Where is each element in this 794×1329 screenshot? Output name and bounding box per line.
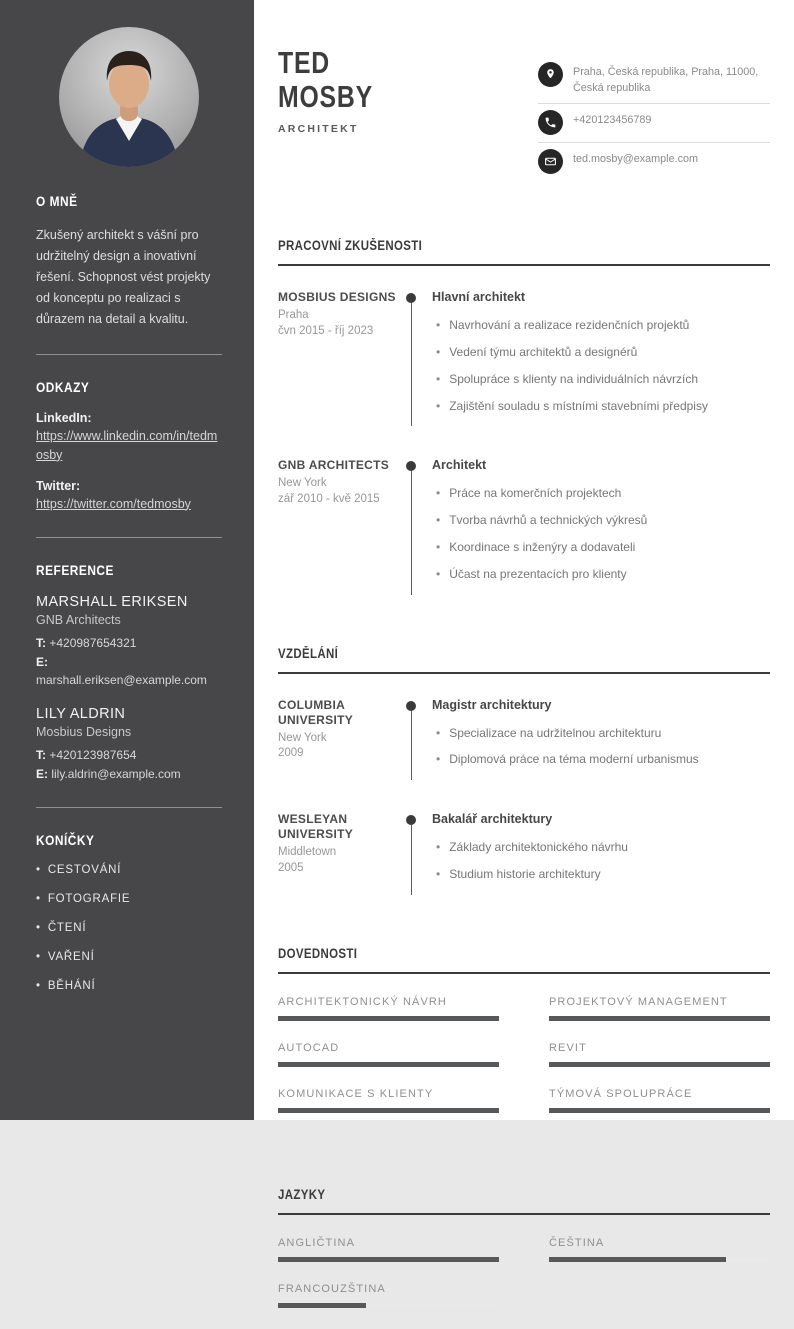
skill-item <box>549 996 770 1021</box>
language-item <box>278 1237 499 1262</box>
bullet-item: • Specializace na udržitelnou architekturu <box>432 725 770 742</box>
sidebar-about-section <box>36 193 222 330</box>
name-block <box>278 46 397 135</box>
bullet-item: • Navrhování a realizace rezidenčních projektů <box>432 317 770 334</box>
sidebar-divider <box>36 537 222 538</box>
language-label: FRANCOUZŠTINA <box>278 1282 386 1295</box>
skill-item <box>549 1088 770 1113</box>
timeline <box>406 458 432 592</box>
phone-icon <box>538 110 563 135</box>
skill-bar <box>549 1016 770 1021</box>
hobbies-title: KONÍČKY <box>36 832 95 849</box>
sidebar-divider <box>36 807 222 808</box>
experience-section <box>278 237 770 592</box>
bullet-item: • Koordinace s inženýry a dodavateli <box>432 539 770 556</box>
entry-dates: čvn 2015 - říj 2023 <box>278 324 374 337</box>
email-value: marshall.eriksen@example.com <box>36 673 207 688</box>
contact-block <box>538 56 770 181</box>
entry-meta <box>278 812 406 893</box>
entry-meta <box>278 698 406 779</box>
timeline-dot <box>406 293 416 303</box>
education-entry <box>278 698 770 813</box>
last-name: MOSBY <box>278 79 373 114</box>
degree-title: Bakalář architektury <box>432 812 553 827</box>
main-content <box>254 0 794 1295</box>
entry-meta <box>278 458 406 592</box>
bullet-item: • Spolupráce s klienty na individuálních návrzích <box>432 371 770 388</box>
timeline <box>406 812 432 893</box>
location-text: Praha, Česká republika, Praha, 11000, Česká republika <box>573 66 759 94</box>
timeline-dot <box>406 461 416 471</box>
language-item <box>278 1283 499 1308</box>
reference-phone <box>36 746 222 765</box>
skill-label: REVIT <box>549 1041 587 1054</box>
phone-value: +420987654321 <box>49 636 137 651</box>
timeline-dot <box>406 701 416 711</box>
entry-dates: zář 2010 - kvě 2015 <box>278 492 380 505</box>
bullet-item: • Účast na prezentacích pro klienty <box>432 566 770 583</box>
language-label: ANGLIČTINA <box>278 1236 356 1249</box>
school-location: New York <box>278 731 327 744</box>
profile-photo <box>59 27 199 167</box>
skill-bar <box>278 1062 499 1067</box>
sidebar-hobbies-section <box>36 832 222 992</box>
reference-email <box>36 765 222 784</box>
skill-item <box>278 1088 499 1113</box>
company-name: GNB ARCHITECTS <box>278 458 390 473</box>
link-item-linkedin <box>36 411 222 465</box>
skill-item <box>278 1042 499 1067</box>
language-bar <box>278 1257 499 1262</box>
experience-heading: PRACOVNÍ ZKUŠENOSTI <box>278 237 770 266</box>
degree-title: Magistr architektury <box>432 697 552 712</box>
bullet-item: • Základy architektonického návrhu <box>432 839 770 856</box>
linkedin-link[interactable]: https://www.linkedin.com/in/tedmosby <box>36 429 218 462</box>
email-text: ted.mosby@example.com <box>573 153 698 166</box>
sidebar <box>0 0 254 1120</box>
skill-label: AUTOCAD <box>278 1041 340 1054</box>
bullet-item: • Tvorba návrhů a technických výkresů <box>432 512 770 529</box>
language-bar <box>278 1303 499 1308</box>
links-title: ODKAZY <box>36 379 90 395</box>
skill-label: TÝMOVÁ SPOLUPRÁCE <box>549 1087 693 1100</box>
education-entry <box>278 812 770 893</box>
languages-heading: JAZYKY <box>278 1186 770 1215</box>
education-section <box>278 645 770 893</box>
school-name: WESLEYAN UNIVERSITY <box>278 812 354 842</box>
hobby-item: • FOTOGRAFIE <box>36 893 222 905</box>
skill-bar <box>278 1016 499 1021</box>
about-title: O MNĚ <box>36 193 78 209</box>
link-item-twitter <box>36 479 222 514</box>
skill-label: ARCHITEKTONICKÝ NÁVRH <box>278 995 447 1008</box>
skill-item <box>549 1042 770 1067</box>
hobby-item: • ČTENÍ <box>36 922 222 934</box>
language-label: ČEŠTINA <box>549 1236 605 1249</box>
skill-item <box>278 996 499 1021</box>
company-name: MOSBIUS DESIGNS <box>278 290 396 305</box>
bullet-item: • Práce na komerčních projektech <box>432 485 770 502</box>
timeline <box>406 698 432 779</box>
reference-company: GNB Architects <box>36 613 121 628</box>
contact-row-email <box>538 143 770 181</box>
portrait-illustration <box>59 27 199 167</box>
bullet-item: • Zajištění souladu s místními stavebními předpisy <box>432 398 770 415</box>
language-item <box>549 1237 770 1262</box>
references-title: REFERENCE <box>36 562 114 579</box>
link-label: LinkedIn: <box>36 411 92 425</box>
skill-bar <box>549 1108 770 1113</box>
header <box>278 46 770 181</box>
skills-section <box>278 945 770 1134</box>
position-title: Architekt <box>432 458 487 473</box>
sidebar-links-section <box>36 379 222 513</box>
email-label: E: <box>36 766 48 781</box>
link-label: Twitter: <box>36 478 81 493</box>
skills-heading: DOVEDNOSTI <box>278 945 770 974</box>
reference-company: Mosbius Designs <box>36 725 132 740</box>
bullet-item: • Vedení týmu architektů a designérů <box>432 344 770 361</box>
twitter-link[interactable]: https://twitter.com/tedmosby <box>36 496 191 511</box>
company-location: Praha <box>278 309 309 322</box>
school-location: Middletown <box>278 846 337 859</box>
language-bar <box>549 1257 770 1262</box>
bullet-item: • Studium historie architektury <box>432 866 770 883</box>
timeline-dot <box>406 815 416 825</box>
about-text: Zkušený architekt s vášní pro udržitelný design a inovativní řešení. Schopnost vést projekty od konceptu po realizaci s důrazem na detail a kvalitu. <box>36 228 211 326</box>
first-name: TED <box>278 45 330 80</box>
job-title: ARCHITEKT <box>278 123 359 135</box>
reference-phone <box>36 634 222 653</box>
reference-item <box>36 706 222 783</box>
email-value: lily.aldrin@example.com <box>51 766 181 781</box>
contact-row-location <box>538 56 770 104</box>
timeline <box>406 290 432 424</box>
hobby-item: • VAŘENÍ <box>36 951 222 963</box>
hobby-item: • CESTOVÁNÍ <box>36 864 222 876</box>
company-location: New York <box>278 477 327 490</box>
location-icon <box>538 62 563 87</box>
entry-meta <box>278 290 406 424</box>
phone-label: T: <box>36 636 46 651</box>
sidebar-references-section <box>36 562 222 783</box>
page-title <box>278 46 397 114</box>
sidebar-divider <box>36 354 222 355</box>
languages-section <box>278 1186 770 1329</box>
email-label: E: <box>36 654 48 669</box>
experience-entry <box>278 458 770 592</box>
education-heading: VZDĚLÁNÍ <box>278 645 770 674</box>
mail-icon <box>538 149 563 174</box>
school-name: COLUMBIA UNIVERSITY <box>278 697 354 727</box>
phone-label: T: <box>36 748 46 763</box>
skill-label: KOMUNIKACE S KLIENTY <box>278 1087 434 1100</box>
entry-dates: 2005 <box>278 861 304 874</box>
skill-bar <box>278 1108 499 1113</box>
bullet-item: • Diplomová práce na téma moderní urbanismus <box>432 751 770 768</box>
position-title: Hlavní architekt <box>432 290 526 305</box>
reference-name: MARSHALL ERIKSEN <box>36 594 188 611</box>
entry-dates: 2009 <box>278 747 304 760</box>
reference-item <box>36 594 222 690</box>
hobby-item: • BĚHÁNÍ <box>36 980 222 992</box>
skill-bar <box>549 1062 770 1067</box>
reference-name: LILY ALDRIN <box>36 706 126 723</box>
reference-email <box>36 653 222 690</box>
experience-entry <box>278 290 770 458</box>
contact-row-phone <box>538 104 770 143</box>
phone-value: +420123987654 <box>49 748 137 763</box>
skill-label: PROJEKTOVÝ MANAGEMENT <box>549 995 728 1008</box>
phone-text: +420123456789 <box>573 114 652 127</box>
